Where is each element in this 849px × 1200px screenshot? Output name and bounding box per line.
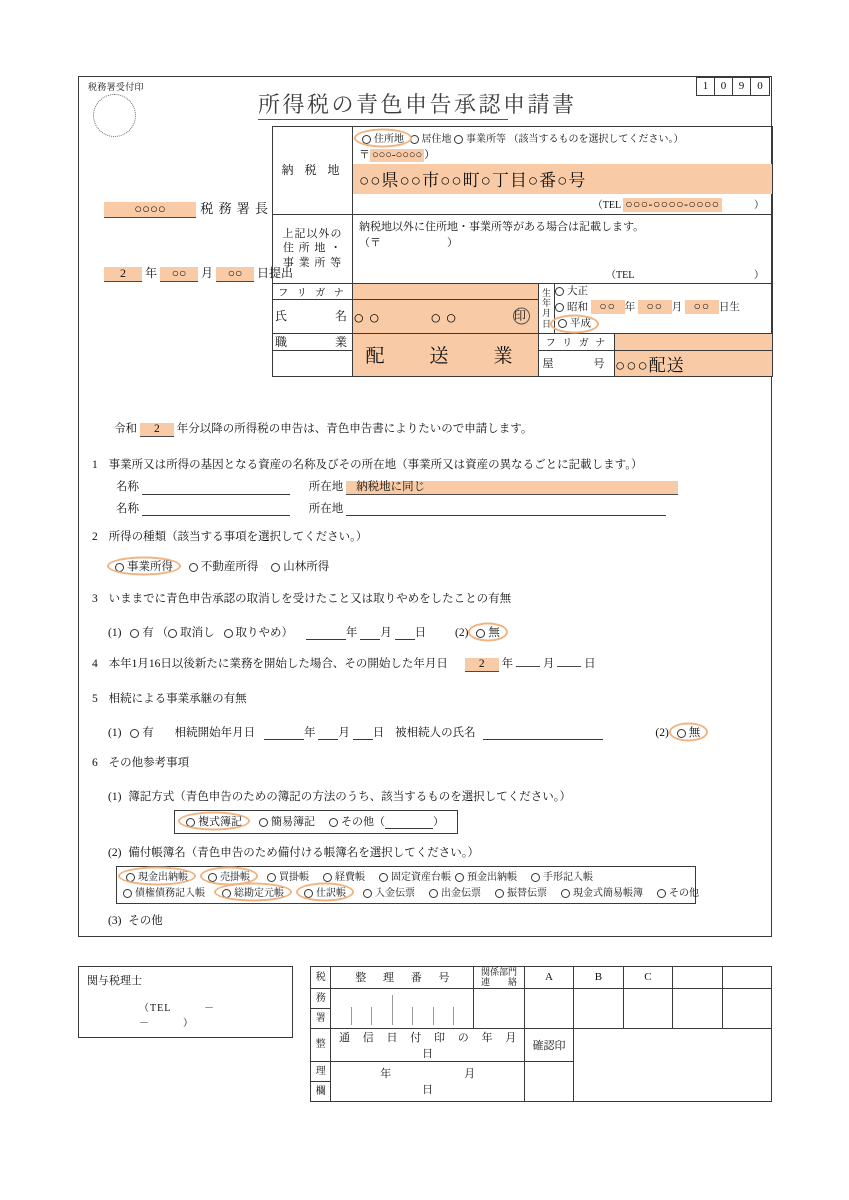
- seiri-divider: [434, 1007, 454, 1025]
- cell-e-input[interactable]: [722, 988, 772, 1028]
- radio-icon: [476, 629, 485, 638]
- table-row-nozeichi: [273, 127, 773, 215]
- radio-icon: [555, 303, 564, 312]
- seiri-divider: [352, 1007, 372, 1025]
- receipt-stamp-label: 税務署受付印: [88, 82, 144, 92]
- option-kotei-shisan-daicho[interactable]: 固定資産台帳: [379, 868, 451, 883]
- header-seiri-bango: 整 理 番 号: [331, 967, 474, 989]
- option-souzoku-aru[interactable]: 有: [130, 727, 154, 739]
- tax-accountant-box[interactable]: [78, 966, 293, 1038]
- option-yokin-suitocho[interactable]: 預金出納帳: [455, 868, 517, 883]
- header-col-c: C: [623, 967, 672, 989]
- radio-icon: [168, 629, 177, 638]
- address-type-note: （該当するものを選択してください。）: [508, 134, 684, 145]
- declaration-year-input[interactable]: 2: [140, 423, 174, 437]
- cell-a-input[interactable]: [524, 988, 573, 1028]
- radio-icon: [363, 889, 372, 898]
- radio-icon: [495, 889, 504, 898]
- vlabel-sei: 整: [311, 1028, 331, 1061]
- yago-input[interactable]: ○○○配送: [615, 350, 773, 376]
- radio-icon: [222, 889, 231, 898]
- item5-number: 5: [92, 693, 98, 705]
- item1-name-input-2[interactable]: [142, 502, 290, 516]
- form-number-digit: 0: [715, 78, 733, 95]
- item4-year-input[interactable]: 2: [465, 658, 499, 672]
- radio-icon: [531, 873, 540, 882]
- ledger-row-1: [117, 867, 695, 883]
- item6-sub3-title: その他: [128, 915, 163, 927]
- name-input[interactable]: ○○ ○○: [353, 307, 461, 329]
- radio-icon: [271, 563, 280, 572]
- item3-opt1-number: (1): [108, 627, 122, 639]
- option-kani-boki[interactable]: 簡易簿記: [259, 813, 315, 829]
- radio-icon: [115, 563, 124, 572]
- option-genkin-suitocho[interactable]: 現金出納帳: [123, 868, 191, 883]
- radio-option-jushochi[interactable]: 住所地: [359, 130, 407, 145]
- seiri-divider: [413, 1007, 433, 1025]
- option-shukkin-denpyo[interactable]: 出金伝票: [429, 884, 481, 899]
- name-label: 氏 名: [273, 299, 353, 333]
- item3-heading: [92, 590, 511, 606]
- item5-title: 相続による事業承継の有無: [108, 693, 247, 705]
- radio-icon: [259, 818, 268, 827]
- header-col-e: [722, 967, 772, 989]
- radio-icon: [561, 889, 570, 898]
- item1-row1: [116, 478, 678, 495]
- tsushin-date-input[interactable]: 年 月 日: [331, 1061, 524, 1101]
- item5-start-label: 相続開始年月日: [174, 727, 256, 739]
- radio-icon: [224, 629, 233, 638]
- item3-options: (1) 有 （ 取消し 取りやめ） 年 月 日 (2) 無: [108, 624, 503, 640]
- seiri-number-input[interactable]: [331, 988, 474, 1028]
- item6-title: その他参考事項: [108, 757, 190, 769]
- item6-sub2-heading: [108, 844, 479, 860]
- option-toriyame[interactable]: 取りやめ: [224, 627, 282, 639]
- item3-opt2-number: (2): [455, 627, 469, 639]
- option-genkinshiki-kani-chobo[interactable]: 現金式簡易帳簿: [561, 884, 643, 899]
- table-row-other-address: [273, 214, 773, 283]
- item3-year-input[interactable]: [306, 626, 346, 640]
- item6-sub3-heading: [108, 912, 163, 928]
- item4-day-input[interactable]: [557, 666, 581, 667]
- item4-title: 本年1月16日以後新たに業務を開始した場合、その開始した年月日: [108, 658, 448, 670]
- item5-decedent-label: 被相続人の氏名: [395, 727, 476, 739]
- furigana-input[interactable]: [353, 283, 539, 299]
- submit-month-input[interactable]: ○○: [160, 267, 198, 282]
- item6-sub1-number: (1): [108, 791, 122, 803]
- tel-row: （TEL ○○○-○○○○-○○○○ ）: [592, 197, 764, 211]
- occupation-label-spacer: [273, 350, 353, 376]
- radio-option-kyojuchi[interactable]: 居住地: [410, 134, 452, 145]
- item5-day-input[interactable]: [353, 726, 373, 740]
- occupation-input[interactable]: 配 送 業: [353, 333, 539, 376]
- item6-heading: [92, 754, 189, 770]
- title-underline: [258, 119, 508, 120]
- item1-title: 事業所又は所得の基因となる資産の名称及びその所在地（事業所又は資産の異なるごとに記載します。）: [108, 459, 643, 471]
- tax-office-input[interactable]: ○○○○: [104, 202, 196, 218]
- seiri-divider: [372, 995, 392, 1025]
- option-urikakecho[interactable]: 売掛帳: [205, 868, 253, 883]
- seal-icon: 印: [514, 308, 531, 323]
- submit-year-unit: 年: [145, 266, 158, 280]
- option-fudosan-shotoku[interactable]: 不動産所得: [189, 561, 259, 573]
- seiri-divider: [454, 1007, 473, 1025]
- item1-name-label-2: 名称: [116, 503, 139, 515]
- item5-heading: [92, 690, 247, 706]
- item2-heading: [92, 528, 367, 544]
- option-nashi[interactable]: 無: [473, 624, 503, 640]
- submit-day-input[interactable]: ○○: [216, 267, 254, 282]
- radio-icon: [130, 629, 139, 638]
- item1-heading: [92, 456, 642, 472]
- item4-number: 4: [92, 658, 98, 670]
- option-sokanjo-motocho[interactable]: 総勘定元帳: [219, 884, 287, 899]
- seiri-divider: [331, 1007, 351, 1025]
- item5-opt1-number: (1): [108, 727, 122, 739]
- vlabel-ran: 欄: [311, 1081, 331, 1101]
- item1-name-input[interactable]: [142, 481, 290, 495]
- ledger-names-box: [116, 866, 699, 904]
- tax-office-line: [104, 198, 269, 218]
- submission-date-line: [104, 264, 293, 282]
- item4-month-input[interactable]: [516, 666, 540, 667]
- header-kakunin-in: 確認印: [524, 1028, 573, 1061]
- item5-decedent-input[interactable]: [483, 726, 603, 740]
- radio-icon: [410, 135, 419, 144]
- item1-place-label-2: 所在地: [308, 503, 344, 515]
- item1-name-label: 名称: [116, 481, 139, 493]
- other-address-label: 上記以外の 住 所 地 ・ 事 業 所 等: [273, 214, 353, 283]
- option-aru[interactable]: 有: [130, 627, 154, 639]
- item3-number: 3: [92, 593, 98, 605]
- yago-furigana-label: フ リ ガ ナ: [539, 333, 615, 350]
- birth-month-input[interactable]: ○○: [638, 300, 672, 314]
- table-row-occupation: [273, 333, 773, 350]
- radio-icon: [429, 889, 438, 898]
- item6-sub2-title: 備付帳簿名（青色申告のため備付ける帳簿名を選択してください。）: [128, 847, 480, 859]
- option-fukushiki-boki[interactable]: 複式簿記: [183, 813, 245, 829]
- item3-day-input[interactable]: [395, 626, 415, 640]
- table-row-furigana: [273, 283, 773, 299]
- radio-icon: [130, 729, 139, 738]
- bookkeeping-method-box: [174, 810, 458, 834]
- form-number-digit: 9: [733, 78, 751, 95]
- reiwa-label: 令和: [114, 423, 137, 435]
- cell-c-input[interactable]: [623, 988, 672, 1028]
- declaration-text: 年分以降の所得税の申告は、青色申告書によりたいので申請します。: [176, 423, 533, 435]
- item6-sub2-number: (2): [108, 847, 122, 859]
- item3-month-input[interactable]: [360, 626, 380, 640]
- zip-prefix: 〒: [359, 149, 370, 161]
- era-row-showa: 昭和 ○○ 年 ○○ 月 ○○ 日生: [555, 300, 772, 316]
- nozeichi-cell: [353, 127, 773, 215]
- address-type-row: [353, 127, 772, 146]
- seiri-number-dividers: [331, 991, 473, 1025]
- header-kankei-bumon: 関係部門 連 絡: [474, 967, 525, 989]
- option-keihicho[interactable]: 経費帳: [323, 868, 365, 883]
- item3-title: いままでに青色申告承認の取消しを受けたこと又は取りやめをしたことの有無: [108, 593, 512, 605]
- tel-label: TEL: [602, 200, 621, 211]
- item5-year-input[interactable]: [264, 726, 304, 740]
- radio-icon: [657, 889, 666, 898]
- radio-icon: [329, 818, 338, 827]
- vlabel-mu: 務: [311, 988, 331, 1008]
- option-furikae-denpyo[interactable]: 振替伝票: [495, 884, 547, 899]
- item5-opt2-number: (2): [655, 727, 669, 739]
- radio-icon: [123, 889, 132, 898]
- name-cell[interactable]: [353, 299, 539, 333]
- item4-heading: 4 本年1月16日以後新たに業務を開始した場合、その開始した年月日 2 年 月 日: [92, 655, 596, 672]
- processing-free-area[interactable]: [574, 1028, 772, 1101]
- other-address-cell[interactable]: [353, 214, 773, 283]
- era-option-heisei[interactable]: 平成: [555, 316, 594, 332]
- tax-accountant-tel: （TEL － － ）: [139, 1003, 248, 1029]
- cell-b-input[interactable]: [574, 988, 623, 1028]
- header-col-b: B: [574, 967, 623, 989]
- zip-row: 〒 ○○○-○○○○ ）: [359, 149, 436, 161]
- tax-accountant-label: 関与税理士: [87, 975, 142, 987]
- yago-furigana-input[interactable]: [615, 333, 773, 350]
- radio-icon: [558, 319, 567, 328]
- option-sonota-chobo[interactable]: その他: [657, 884, 699, 899]
- form-number-box: [696, 77, 770, 96]
- era-option-taisho[interactable]: 大正: [555, 284, 772, 300]
- vlabel-zei: 税: [311, 967, 331, 989]
- item5-month-input[interactable]: [318, 726, 338, 740]
- option-souzoku-nashi[interactable]: 無: [674, 724, 704, 740]
- radio-icon: [677, 729, 686, 738]
- kankei-bumon-input[interactable]: [474, 988, 525, 1028]
- item1-place-input[interactable]: 納税地に同じ: [346, 481, 678, 495]
- receipt-stamp-circle: [93, 94, 136, 137]
- other-address-note: 納税地以外に住所地・事業所等がある場合は記載します。: [359, 220, 645, 233]
- option-nyukin-denpyo[interactable]: 入金伝票: [363, 884, 415, 899]
- option-saiken-saimu-kinyucho[interactable]: 債権債務記入帳: [123, 884, 205, 899]
- birth-year-input[interactable]: ○○: [591, 300, 625, 314]
- option-torikeshi[interactable]: 取消し: [168, 627, 215, 639]
- option-jigyo-shotoku[interactable]: 事業所得: [112, 558, 176, 574]
- submit-year-input[interactable]: 2: [104, 267, 142, 282]
- item5-options: (1) 有 相続開始年月日 年 月 日 被相続人の氏名 (2) 無: [108, 724, 703, 740]
- item2-title: 所得の種類（該当する事項を選択してください。）: [108, 531, 368, 543]
- option-shiwakecho[interactable]: 仕訳帳: [301, 884, 349, 899]
- tax-office-processing-table: [310, 966, 772, 1102]
- ledger-row-2: [117, 883, 699, 899]
- item6-sub1-title: 簿記方式（青色申告のための簿記の方法のうち、該当するものを選択してください。）: [128, 791, 572, 803]
- form-number-digit: 1: [697, 78, 715, 95]
- vlabel-ri: 理: [311, 1061, 331, 1081]
- other-zip-row: （〒 ）: [359, 236, 458, 249]
- item2-options: [112, 558, 329, 574]
- option-sanrin-shotoku[interactable]: 山林所得: [271, 561, 329, 573]
- table-row-processing-entry: [311, 988, 772, 1008]
- form-number-digit: 0: [757, 80, 763, 92]
- zip-input[interactable]: ○○○-○○○○: [372, 149, 423, 161]
- birth-day-input[interactable]: ○○: [685, 300, 719, 314]
- radio-icon: [304, 889, 313, 898]
- submit-day-suffix: 日提出: [257, 266, 294, 280]
- nozeichi-label: 納 税 地: [273, 127, 353, 215]
- item1-row2: [116, 500, 666, 516]
- radio-icon: [189, 563, 198, 572]
- seiri-divider: [393, 1007, 413, 1025]
- item6-sub3-number: (3): [108, 915, 122, 927]
- taxpayer-info-table: [272, 126, 773, 377]
- dob-label: 生 年 月 日: [539, 283, 555, 333]
- radio-icon: [455, 873, 464, 882]
- table-row-tsushin-header: [311, 1028, 772, 1061]
- radio-icon: [454, 135, 463, 144]
- radio-icon: [126, 873, 135, 882]
- dob-cell: [555, 283, 773, 333]
- tel-input[interactable]: ○○○-○○○○-○○○○: [625, 197, 720, 211]
- tax-office-label: 税 務 署 長: [200, 201, 270, 216]
- option-kaikakecho[interactable]: 買掛帳: [267, 868, 309, 883]
- submit-month-unit: 月: [201, 266, 214, 280]
- header-col-d: [673, 967, 722, 989]
- item1-number: 1: [92, 459, 98, 471]
- vlabel-sho: 署: [311, 1008, 331, 1028]
- era-option-showa[interactable]: 昭和: [555, 302, 588, 313]
- radio-icon: [208, 873, 217, 882]
- item6-sub1-heading: [108, 788, 571, 804]
- address-input[interactable]: ○○県○○市○○町○丁目○番○号: [353, 164, 772, 194]
- page-title: 所得税の青色申告承認申請書: [258, 92, 577, 117]
- other-tel-row: （TEL ）: [606, 269, 764, 281]
- radio-icon: [186, 818, 195, 827]
- cell-d-input[interactable]: [673, 988, 722, 1028]
- declaration-statement: [114, 420, 532, 437]
- header-tsushin-date: 通 信 日 付 印 の 年 月 日: [331, 1028, 524, 1061]
- radio-icon: [379, 873, 388, 882]
- item2-number: 2: [92, 531, 98, 543]
- yago-label: 屋 号: [539, 350, 615, 376]
- item1-place-input-2[interactable]: [346, 502, 666, 516]
- option-sonota-boki[interactable]: その他（ ）: [329, 813, 444, 829]
- header-col-a: A: [524, 967, 573, 989]
- furigana-label: フ リ ガ ナ: [273, 283, 353, 299]
- era-row-heisei: [555, 316, 772, 332]
- radio-icon: [323, 873, 332, 882]
- bookkeeping-method-row: [175, 811, 457, 831]
- radio-icon: [555, 287, 564, 296]
- table-row-processing-header: [311, 967, 772, 989]
- radio-icon: [267, 873, 276, 882]
- item1-place-label: 所在地: [308, 481, 344, 493]
- radio-option-jigyoshoto[interactable]: 事業所等: [454, 134, 506, 145]
- radio-icon: [362, 135, 371, 144]
- item6-number: 6: [92, 757, 98, 769]
- occupation-label: 職 業: [273, 333, 353, 350]
- option-tegata-kinyucho[interactable]: 手形記入帳: [531, 868, 593, 883]
